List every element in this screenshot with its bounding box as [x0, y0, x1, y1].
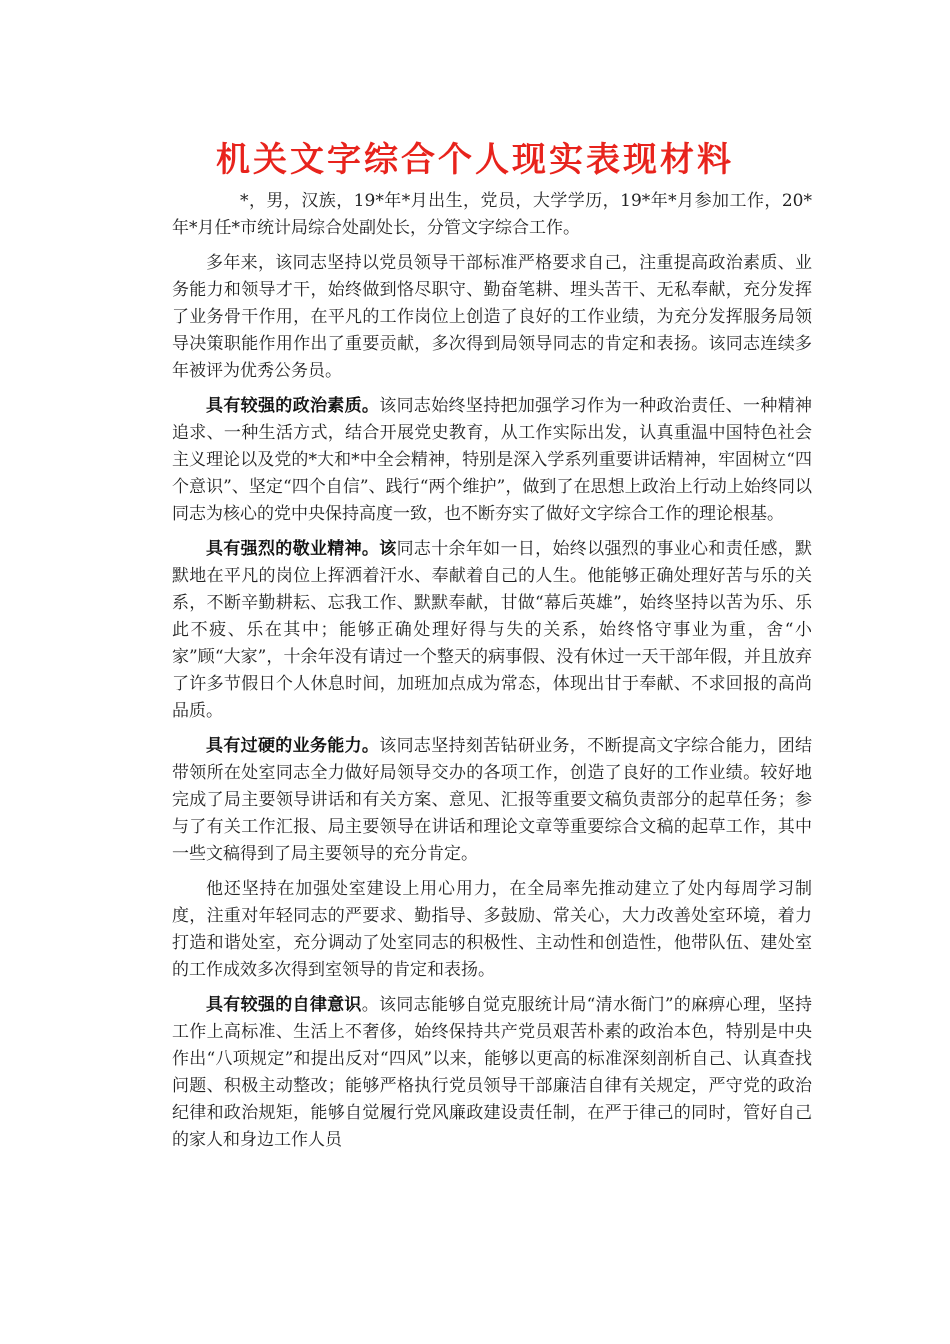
professional-ability-heading: 具有过硬的业务能力。 [206, 736, 380, 756]
dedication-heading: 具有强烈的敬业精神。该 [206, 539, 397, 559]
self-discipline-heading: 具有较强的自律意识 [206, 995, 362, 1015]
self-discipline-paragraph [172, 992, 812, 1154]
intro-paragraph: *，男，汉族，19*年*月出生，党员，大学学历，19*年*月参加工作，20*年*月任*市统计局综合处副处长，分管文字综合工作。 [172, 191, 812, 238]
team-building-paragraph: 他还坚持在加强处室建设上用心用力，在全局率先推动建立了处内每周学习制度，注重对年轻同志的严要求、勤指导、多鼓励、常关心，大力改善处室环境，着力打造和谐处室，充分调动了处室同志的积极性、主动性和创造性，他带队伍、建处室的工作成效多次得到室领导的肯定和表扬。 [172, 879, 812, 980]
document-body [172, 188, 812, 1162]
dedication-paragraph [172, 536, 812, 725]
political-quality-text: 该同志始终坚持把加强学习作为一种政治责任、一种精神追求、一种生活方式，结合开展党史教育，从工作实际出发，认真重温中国特色社会主义理论以及党的*大和*中全会精神，特别是深入学系列重要讲话精神，牢固树立“四个意识”、坚定“四个自信”、践行“两个维护”，做到了在思想上政治上行动上始终同以同志为核心的党中央保持高度一致，也不断夯实了做好文字综合工作的理论根基。 [172, 396, 813, 524]
document-title: 机关文字综合个人现实表现材料 [216, 140, 734, 180]
political-quality-paragraph [172, 393, 812, 528]
political-quality-heading: 具有较强的政治素质。 [206, 396, 380, 416]
dedication-text: 同志十余年如一日，始终以强烈的事业心和责任感，默默地在平凡的岗位上挥洒着汗水、奉献着自己的人生。他能够正确处理好苦与乐的关系，不断辛勤耕耘、忘我工作、默默奉献，甘做“幕后英雄”，始终坚持以苦为乐、乐此不疲、乐在其中；能够正确处理好得与失的关系，始终恪守事业为重，舍“小家”顾“大家”，十余年没有请过一个整天的病事假、没有休过一天干部年假，并且放弃了许多节假日个人休息时间，加班加点成为常态，体现出甘于奉献、不求回报的高尚品质。 [172, 539, 813, 721]
summary-paragraph: 多年来，该同志坚持以党员领导干部标准严格要求自己，注重提高政治素质、业务能力和领导才干，始终做到恪尽职守、勤奋笔耕、埋头苦干、无私奉献，充分发挥了业务骨干作用，在平凡的工作岗位上创造了良好的工作业绩，为充分发挥服务局领导决策职能作用作出了重要贡献，多次得到局领导同志的肯定和表扬。该同志连续多年被评为优秀公务员。 [172, 253, 812, 381]
self-discipline-text: 。该同志能够自觉克服统计局“清水衙门”的麻痹心理，坚持工作上高标准、生活上不奢侈，始终保持共产党员艰苦朴素的政治本色，特别是中央作出“八项规定”和提出反对“四风”以来，能够以更高的标准深刻剖析自己、认真查找问题、积极主动整改；能够严格执行党员领导干部廉洁自律有关规定，严守党的政治纪律和政治规矩，能够自觉履行党风廉政建设责任制，在严于律己的同时，管好自己的家人和身边工作人员 [172, 995, 812, 1150]
professional-ability-text: 该同志坚持刻苦钻研业务，不断提高文字综合能力，团结带领所在处室同志全力做好局领导交办的各项工作，创造了良好的工作业绩。较好地完成了局主要领导讲话和有关方案、意见、汇报等重要文稿负责部分的起草任务；参与了有关工作汇报、局主要领导在讲话和理论文章等重要综合文稿的起草工作，其中一些文稿得到了局主要领导的充分肯定。 [172, 736, 813, 864]
professional-ability-paragraph [172, 733, 812, 868]
